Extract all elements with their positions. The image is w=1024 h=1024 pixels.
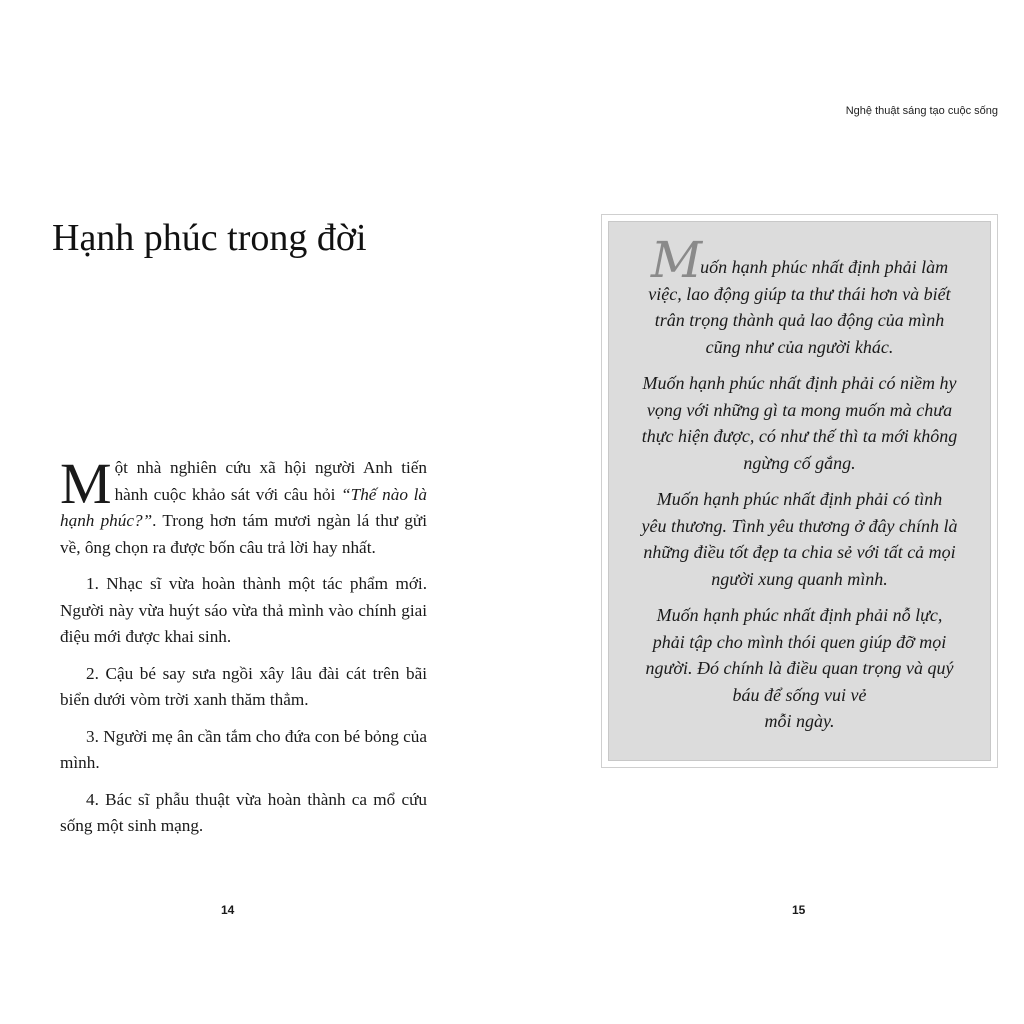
box-line [619,281,980,308]
list-item: 4. Bác sĩ phẫu thuật vừa hoàn thành ca mổ cứu sống một sinh mạng. [60,789,427,835]
page-number-right: 15 [792,903,806,917]
box-line [619,566,980,593]
box-line [619,539,980,566]
quote-box-text [619,231,980,745]
box-line [619,450,980,477]
box-line [619,423,980,450]
box-line-text: yêu thương. Tình yêu thương ở đây chính là [641,515,958,536]
box-line [619,231,980,289]
box-paragraph [619,486,980,592]
box-line-text: phải tập cho mình thói quen giúp đỡ mọi [652,631,947,652]
list-item: 2. Cậu bé say sưa ngồi xây lâu đài cát trên bãi biển dưới vòm trời xanh thăm thẳm. [60,663,427,709]
box-line-text: uốn hạnh phúc nhất định phải làm [700,257,949,277]
intro-text: ột nhà nghiên cứu xã hội người Anh tiến hành cuộc khảo sát với câu hỏi [114,458,427,504]
box-paragraph [619,602,980,735]
box-line-text: những điều tốt đẹp ta chia sẻ với tất cả mọi [643,542,956,562]
box-paragraph [619,370,980,476]
box-line [619,307,980,334]
box-line-text: Muốn hạnh phúc nhất định phải có niềm hy [642,373,957,393]
box-line-text: thực hiện được, có như thế thì ta mới không [641,426,958,446]
box-line [619,602,980,629]
box-line [619,486,980,513]
box-line-text: người. Đó chính là điều quan trọng và quý [645,658,954,678]
box-line-text: Muốn hạnh phúc nhất định phải có tình [656,489,943,509]
chapter-title: Hạnh phúc trong đời [52,217,367,259]
box-line-text: vọng với những gì ta mong muốn mà chưa [646,399,953,420]
box-line-text: Muốn hạnh phúc nhất định phải nỗ lực, [656,605,943,625]
drop-cap: M [60,451,112,516]
box-line-text: ngừng cố gắng. [743,452,856,473]
box-line [619,682,980,709]
box-paragraph [619,231,980,360]
script-drop-cap: M [650,231,703,289]
box-line [619,334,980,361]
intro-paragraph [60,451,428,561]
list-item: 3. Người mẹ ân cần tắm cho đứa con bé bỏng của mình. [60,726,427,772]
box-line [619,513,980,540]
box-line-text: việc, lao động giúp ta thư thái hơn và biết [648,283,951,304]
quote-box-inner [608,221,991,761]
running-head: Nghệ thuật sáng tạo cuộc sống [845,105,998,117]
intro-quote: “Thế nào là hạnh phúc?” [60,484,427,530]
box-line-text: mỗi ngày. [764,711,835,731]
intro-text-end: . Trong hơn tám mươi ngàn lá thư gửi về, ông chọn ra được bốn câu trả lời hay nhất. [60,511,428,557]
box-line-text: cũng như của người khác. [705,336,894,357]
box-line-text: trân trọng thành quả lao động của mình [654,310,945,330]
list-item: 1. Nhạc sĩ vừa hoàn thành một tác phẩm mới. Người này vừa huýt sáo vừa thả mình vào chính giai điệu mới được khai sinh. [60,574,427,646]
box-line-text: báu để sống vui vẻ [732,684,867,705]
box-line [619,397,980,424]
box-line-text: người xung quanh mình. [711,568,888,589]
quote-box [601,214,998,768]
page-number-left: 14 [221,903,235,917]
box-line [619,370,980,397]
box-line [619,708,980,735]
box-line [619,655,980,682]
left-body-text [60,451,428,850]
box-line [619,629,980,656]
